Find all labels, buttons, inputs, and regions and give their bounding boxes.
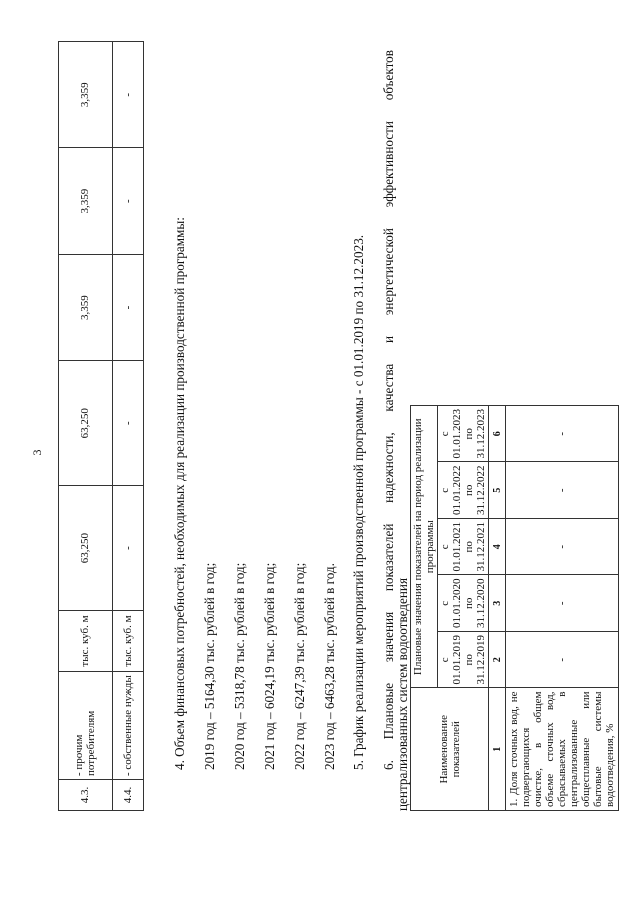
table-header-row (411, 406, 438, 811)
row-value: 3,359 (59, 148, 113, 254)
row-value: 3,359 (59, 42, 113, 148)
indicator-value: - (506, 519, 619, 576)
section-4-item: 2021 год – 6024,19 тыс. рублей в год; (262, 562, 277, 770)
row-number: 4.3. (59, 780, 113, 811)
section-6-title: 6. Плановые значения показателей надежности, качества и энергетической эффективности объектов (381, 50, 396, 770)
section-4-item: 2019 год – 5164,30 тыс. рублей в год; (202, 562, 217, 770)
table-row (59, 42, 113, 811)
row-name: - прочим потребителям (59, 672, 113, 780)
section-6-subtitle: централизованных систем водоотведения (395, 577, 410, 811)
row-value: - (112, 148, 143, 254)
column-header-group: Плановые значения показателей на период реализации программы (411, 406, 438, 689)
section-4-item: 2023 год – 6463,28 тыс. рублей в год. (322, 563, 337, 770)
section-4-item: 2020 год – 5318,78 тыс. рублей в год; (232, 562, 247, 770)
indicator-name: 1. Доля сточных вод, не подвергающихся очистке, в общем объеме сточных вод, сбрасываемых в централизованные общесплавные или бытовые системы водоотведения, % (506, 688, 619, 811)
table-row (506, 406, 619, 811)
row-value: - (112, 361, 143, 486)
indicator-value: - (506, 462, 619, 519)
column-number: 1 (489, 688, 506, 811)
column-header-name: Наименование показателей (411, 688, 489, 811)
row-value: 63,250 (59, 486, 113, 611)
column-number: 2 (489, 632, 506, 689)
section-5-title: 5. График реализации мероприятий производственной программы - с 01.01.2019 по 31.12.2023. (351, 234, 366, 770)
column-header-period: с 01.01.2019 по 31.12.2019 (438, 632, 489, 689)
row-name: - собственные нужды (112, 672, 143, 780)
column-number: 6 (489, 406, 506, 463)
top-table (58, 41, 144, 811)
row-value: 3,359 (59, 254, 113, 360)
row-value: - (112, 42, 143, 148)
row-value: - (112, 486, 143, 611)
column-number: 3 (489, 575, 506, 632)
row-value: 63,250 (59, 361, 113, 486)
row-number: 4.4. (112, 780, 143, 811)
indicators-table (410, 405, 619, 811)
row-value: - (112, 254, 143, 360)
column-number: 4 (489, 519, 506, 576)
column-header-period: с 01.01.2022 по 31.12.2022 (438, 462, 489, 519)
section-4-title: 4. Объем финансовых потребностей, необходимых для реализации производственной программы: (172, 217, 187, 770)
page-number: 3 (30, 449, 44, 456)
column-header-period: с 01.01.2023 по 31.12.2023 (438, 406, 489, 463)
indicator-value: - (506, 406, 619, 463)
section-4-item: 2022 год – 6247,39 тыс. рублей в год; (292, 562, 307, 770)
column-header-period: с 01.01.2021 по 31.12.2021 (438, 519, 489, 576)
row-unit: тыс. куб. м (59, 611, 113, 672)
column-number-row (489, 406, 506, 811)
table-row (112, 42, 143, 811)
row-unit: тыс. куб. м (112, 611, 143, 672)
column-header-period: с 01.01.2020 по 31.12.2020 (438, 575, 489, 632)
indicator-value: - (506, 632, 619, 689)
indicator-value: - (506, 575, 619, 632)
column-number: 5 (489, 462, 506, 519)
